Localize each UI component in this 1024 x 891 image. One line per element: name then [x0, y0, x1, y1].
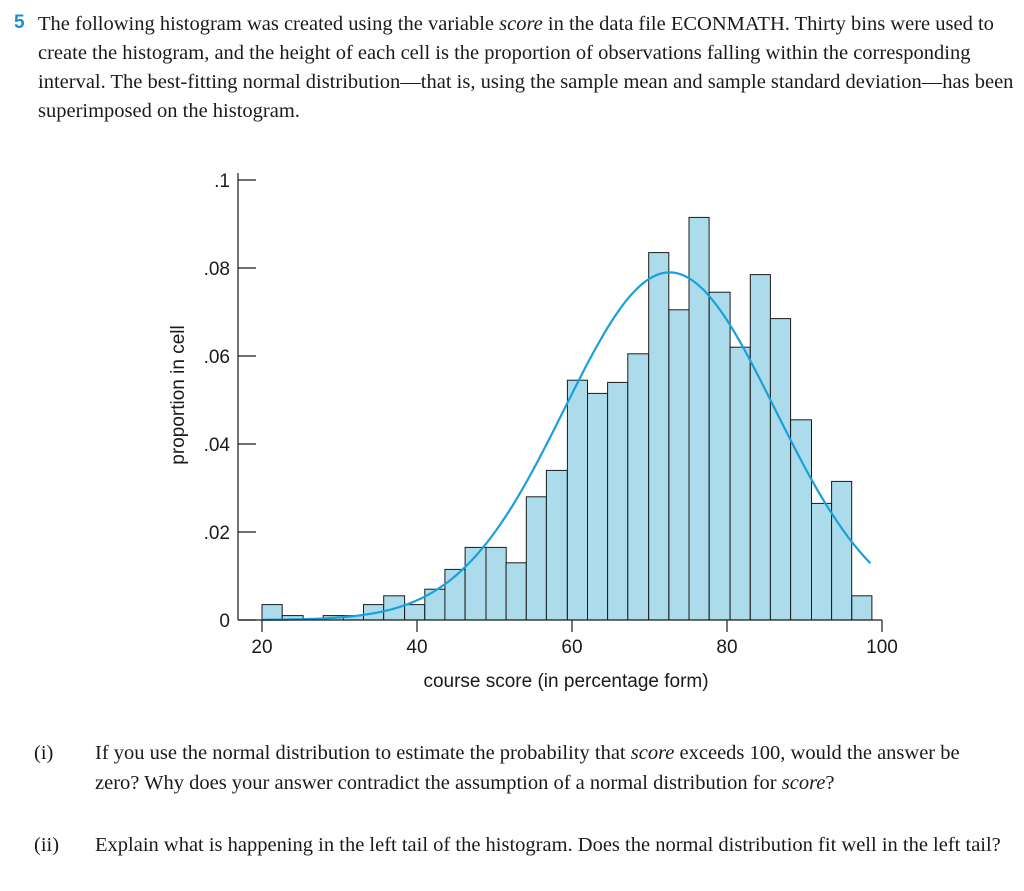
y-tick-label: .08 — [203, 259, 230, 280]
x-tick-label: 40 — [406, 637, 428, 658]
y-axis-label: proportion in cell — [168, 325, 189, 465]
x-tick-label: 20 — [251, 637, 273, 658]
subquestion-text — [95, 738, 1007, 798]
histogram-bar — [588, 393, 608, 620]
question-text-part: score — [499, 13, 543, 35]
x-tick-label: 60 — [561, 637, 583, 658]
subquestion-label: (ii) — [34, 834, 60, 856]
histogram-bar — [405, 605, 425, 620]
y-tick-label: .06 — [203, 347, 230, 368]
histogram-bar — [486, 547, 506, 620]
question-text-part: in the data file ECONMATH. Thirty bins were used to create the histogram, and the height of each cell is the proportion of observations falling within the corresponding interval. The best-fitting normal distribution—that is, using the sample mean and sample standard deviation—has been superimposed on the histogram. — [38, 13, 1014, 122]
question-number: 5 — [14, 12, 25, 33]
histogram-bar — [506, 563, 526, 620]
y-tick-label: .1 — [214, 171, 230, 192]
y-tick-label: .02 — [203, 523, 230, 544]
histogram-bar — [750, 275, 770, 620]
question-text-part: The following histogram was created using the variable — [38, 13, 500, 35]
histogram-bar — [546, 470, 567, 620]
histogram-bar — [526, 497, 546, 620]
y-tick-label: 0 — [219, 611, 230, 632]
histogram-bar — [649, 253, 669, 620]
x-tick-label: 100 — [866, 637, 898, 658]
subquestion-text-part: Explain what is happening in the left tail of the histogram. Does the normal distribution fit well in the left tail? — [95, 834, 1001, 856]
subquestion-text-part: If you use the normal distribution to estimate the probability that — [95, 742, 631, 764]
subquestion-text-part: ? — [825, 772, 835, 794]
subquestion-text-part: exceeds 100, would the answer be zero? Why does your answer contradict the assumption of a normal distribution for — [95, 742, 960, 794]
subquestion-text-part: score — [781, 772, 826, 794]
x-axis-label: course score (in percentage form) — [423, 671, 709, 692]
y-tick-label: .04 — [203, 435, 230, 456]
subquestion-text — [95, 830, 1007, 860]
histogram-bar — [730, 347, 750, 620]
subquestion-label: (i) — [34, 742, 54, 764]
histogram-bar — [465, 547, 486, 620]
histogram-bar — [832, 481, 852, 620]
subquestion-text-part: score — [630, 742, 675, 764]
histogram-bar — [689, 217, 709, 620]
histogram-bar — [628, 354, 649, 620]
histogram-bar — [608, 382, 628, 620]
x-tick-label: 80 — [716, 637, 738, 658]
histogram-bar — [852, 596, 872, 620]
histogram-bar — [791, 420, 812, 620]
histogram-bar — [262, 605, 282, 620]
histogram-bar — [669, 310, 689, 620]
histogram-bar — [770, 319, 790, 620]
histogram-bar — [709, 292, 730, 620]
histogram-bar — [567, 380, 587, 620]
histogram-bar — [812, 503, 832, 620]
